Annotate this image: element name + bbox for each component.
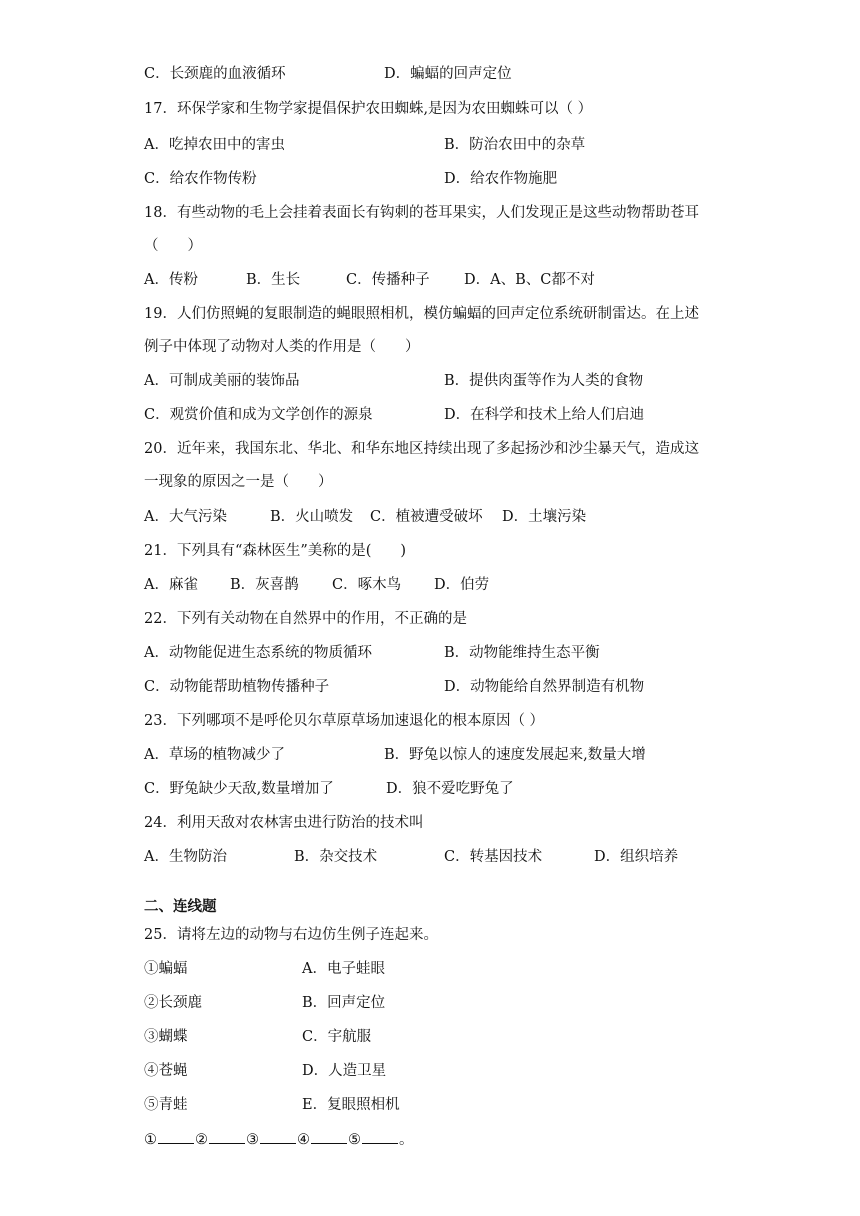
q25-answer-line bbox=[144, 1129, 414, 1150]
answer-blank[interactable] bbox=[311, 1129, 347, 1144]
q24-option-b: B．杂交技术 bbox=[294, 849, 378, 865]
q18-stem-line1: 18．有些动物的毛上会挂着表面长有钩刺的苍耳果实，人们发现正是这些动物帮助苍耳 bbox=[144, 205, 699, 221]
answer-label: ④ bbox=[297, 1132, 310, 1148]
q25-right-item: C．宇航服 bbox=[302, 1029, 372, 1045]
q24-stem: 24．利用天敌对农林害虫进行防治的技术叫 bbox=[144, 815, 424, 831]
q20-option-c: C．植被遭受破坏 bbox=[370, 509, 483, 525]
q23-option-c: C．野兔缺少天敌,数量增加了 bbox=[144, 781, 334, 797]
q25-left-item: ②长颈鹿 bbox=[144, 995, 202, 1011]
q22-option-a: A．动物能促进生态系统的物质循环 bbox=[144, 645, 372, 661]
q23-option-b: B．野兔以惊人的速度发展起来,数量大增 bbox=[384, 747, 646, 763]
answer-blank[interactable] bbox=[209, 1129, 245, 1144]
q23-stem: 23．下列哪项不是呼伦贝尔草原草场加速退化的根本原因（ ） bbox=[144, 713, 545, 729]
q25-stem: 25．请将左边的动物与右边仿生例子连起来。 bbox=[144, 927, 438, 943]
q21-stem: 21．下列具有“森林医生”美称的是( ) bbox=[144, 543, 407, 559]
q21-option-a: A．麻雀 bbox=[144, 577, 198, 593]
q19-stem-line2: 例子中体现了动物对人类的作用是（ ） bbox=[144, 339, 420, 355]
q21-option-b: B．灰喜鹊 bbox=[230, 577, 299, 593]
q20-option-a: A．大气污染 bbox=[144, 509, 227, 525]
q24-option-a: A．生物防治 bbox=[144, 849, 227, 865]
q20-stem-line1: 20．近年来，我国东北、华北、和华东地区持续出现了多起扬沙和沙尘暴天气，造成这 bbox=[144, 441, 699, 457]
q16-option-d: D．蝙蝠的回声定位 bbox=[384, 66, 512, 82]
q24-option-c: C．转基因技术 bbox=[444, 849, 543, 865]
q19-option-d: D．在科学和技术上给人们启迪 bbox=[444, 407, 645, 423]
q19-stem-line1: 19．人们仿照蝇的复眼制造的蝇眼照相机，模仿蝙蝠的回声定位系统研制雷达。在上述 bbox=[144, 306, 699, 322]
q25-right-item: A．电子蛙眼 bbox=[302, 961, 385, 977]
q18-option-a: A．传粉 bbox=[144, 272, 198, 288]
q25-left-item: ①蝙蝠 bbox=[144, 961, 188, 977]
q17-stem: 17．环保学家和生物学家提倡保护农田蜘蛛,是因为农田蜘蛛可以（ ） bbox=[144, 101, 593, 117]
q21-option-d: D．伯劳 bbox=[434, 577, 490, 593]
q19-option-b: B．提供肉蛋等作为人类的食物 bbox=[444, 373, 644, 389]
q22-option-d: D．动物能给自然界制造有机物 bbox=[444, 679, 645, 695]
q23-option-a: A．草场的植物减少了 bbox=[144, 747, 285, 763]
q20-stem-line2: 一现象的原因之一是（ ） bbox=[144, 474, 333, 490]
answer-blank[interactable] bbox=[260, 1129, 296, 1144]
q24-option-d: D．组织培养 bbox=[594, 849, 679, 865]
q16-option-c: C．长颈鹿的血液循环 bbox=[144, 66, 286, 82]
q21-option-c: C．啄木鸟 bbox=[332, 577, 402, 593]
q25-left-item: ③蝴蝶 bbox=[144, 1029, 188, 1045]
q19-option-a: A．可制成美丽的装饰品 bbox=[144, 373, 300, 389]
answer-label: ② bbox=[195, 1132, 208, 1148]
q20-option-d: D．土壤污染 bbox=[502, 509, 587, 525]
section-title: 二、连线题 bbox=[144, 898, 217, 915]
q17-option-d: D．给农作物施肥 bbox=[444, 171, 558, 187]
q22-stem: 22．下列有关动物在自然界中的作用，不正确的是 bbox=[144, 611, 467, 627]
answer-blank[interactable] bbox=[362, 1129, 398, 1144]
answer-blank[interactable] bbox=[158, 1129, 194, 1144]
end-mark: 。 bbox=[399, 1132, 414, 1148]
q18-option-d: D．A、B、C都不对 bbox=[464, 272, 595, 288]
q22-option-c: C．动物能帮助植物传播种子 bbox=[144, 679, 330, 695]
q18-stem-line2: （ ） bbox=[144, 238, 202, 254]
q22-option-b: B．动物能维持生态平衡 bbox=[444, 645, 600, 661]
q17-option-a: A．吃掉农田中的害虫 bbox=[144, 137, 285, 153]
q20-option-b: B．火山喷发 bbox=[270, 509, 354, 525]
q23-option-d: D．狼不爱吃野兔了 bbox=[386, 781, 514, 797]
q18-option-c: C．传播种子 bbox=[346, 272, 430, 288]
q25-right-item: D．人造卫星 bbox=[302, 1063, 387, 1079]
answer-label: ③ bbox=[246, 1132, 259, 1148]
q18-option-b: B．生长 bbox=[246, 272, 301, 288]
answer-label: ① bbox=[144, 1132, 157, 1148]
q25-right-item: B．回声定位 bbox=[302, 995, 386, 1011]
q19-option-c: C．观赏价值和成为文学创作的源泉 bbox=[144, 407, 373, 423]
q17-option-c: C．给农作物传粉 bbox=[144, 171, 257, 187]
answer-label: ⑤ bbox=[348, 1132, 361, 1148]
q17-option-b: B．防治农田中的杂草 bbox=[444, 137, 586, 153]
q25-right-item: E．复眼照相机 bbox=[302, 1097, 400, 1113]
q25-left-item: ④苍蝇 bbox=[144, 1063, 188, 1079]
q25-left-item: ⑤青蛙 bbox=[144, 1097, 188, 1113]
